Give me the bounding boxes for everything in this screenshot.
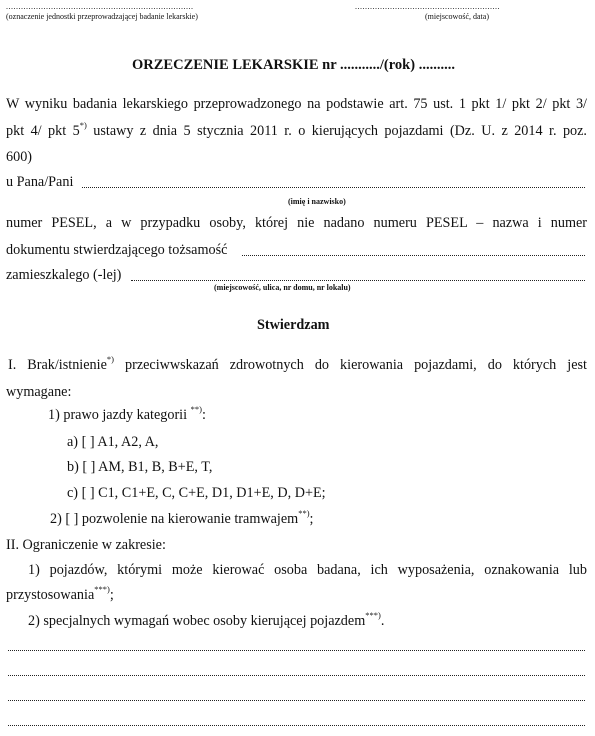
notes-line-2[interactable] xyxy=(8,675,585,676)
place-date-caption: (miejscowość, data) xyxy=(425,12,489,21)
address-field[interactable] xyxy=(131,280,585,281)
intro-line-3: 600) xyxy=(6,149,33,165)
section1-line-2: wymagane: xyxy=(6,384,72,400)
pesel-line-1: numer PESEL, a w przypadku osoby, której nie nadano numeru PESEL – nazwa i numer xyxy=(6,215,587,231)
category-c-checkbox[interactable]: c) [ ] C1, C1+E, C, C+E, D1, D1+E, D, D+E; xyxy=(67,485,326,501)
person-name-caption: (imię i nazwisko) xyxy=(288,197,346,206)
address-label: zamieszkalego (-lej) xyxy=(6,267,122,283)
tram-permit-checkbox[interactable]: 2) [ ] pozwolenie na kierowanie tramwajem**); xyxy=(50,508,314,527)
section2-item2: 2) specjalnych wymagań wobec osoby kierującej pojazdem***). xyxy=(28,610,385,629)
address-caption: (miejscowość, ulica, nr domu, nr lokalu) xyxy=(214,283,351,292)
intro-line-2: pkt 4/ pkt 5*) ustawy z dnia 5 stycznia 2011 r. o kierujących pojazdami (Dz. U. z 2014 r. poz. xyxy=(6,120,587,139)
category-b-checkbox[interactable]: b) [ ] AM, B1, B, B+E, T, xyxy=(67,459,213,475)
section2-item1-line-1: 1) pojazdów, którymi może kierować osoba badana, ich wyposażenia, oznakowania lub xyxy=(28,562,587,578)
issuer-caption: (oznaczenie jednostki przeprowadzającej badanie lekarskie) xyxy=(6,12,198,21)
section-heading: Stwierdzam xyxy=(257,317,330,333)
person-label: u Pana/Pani xyxy=(6,174,74,190)
place-date-dotted-line[interactable]: .......................................................... xyxy=(355,2,500,11)
issuer-dotted-line[interactable]: ........................................................................... xyxy=(6,2,194,11)
section2-item1-line-2: przystosowania***); xyxy=(6,584,114,603)
id-document-field[interactable] xyxy=(242,255,585,256)
section2-title: II. Ograniczenie w zakresie: xyxy=(6,537,166,553)
notes-line-4[interactable] xyxy=(8,725,585,726)
person-name-field[interactable] xyxy=(82,187,585,188)
section1-line-1: I. Brak/istnienie*) przeciwwskazań zdrowotnych do kierowania pojazdami, do których jest xyxy=(8,354,587,373)
pesel-line-2: dokumentu stwierdzającego tożsamość xyxy=(6,242,228,258)
driving-license-item: 1) prawo jazdy kategorii **): xyxy=(48,404,206,423)
document-title: ORZECZENIE LEKARSKIE nr .........../(rok) .......... xyxy=(132,57,455,73)
intro-line-1: W wyniku badania lekarskiego przeprowadzonego na podstawie art. 75 ust. 1 pkt 1/ pkt 2/ pkt 3/ xyxy=(6,96,587,112)
category-a-checkbox[interactable]: a) [ ] A1, A2, A, xyxy=(67,434,159,450)
notes-line-3[interactable] xyxy=(8,700,585,701)
notes-line-1[interactable] xyxy=(8,650,585,651)
